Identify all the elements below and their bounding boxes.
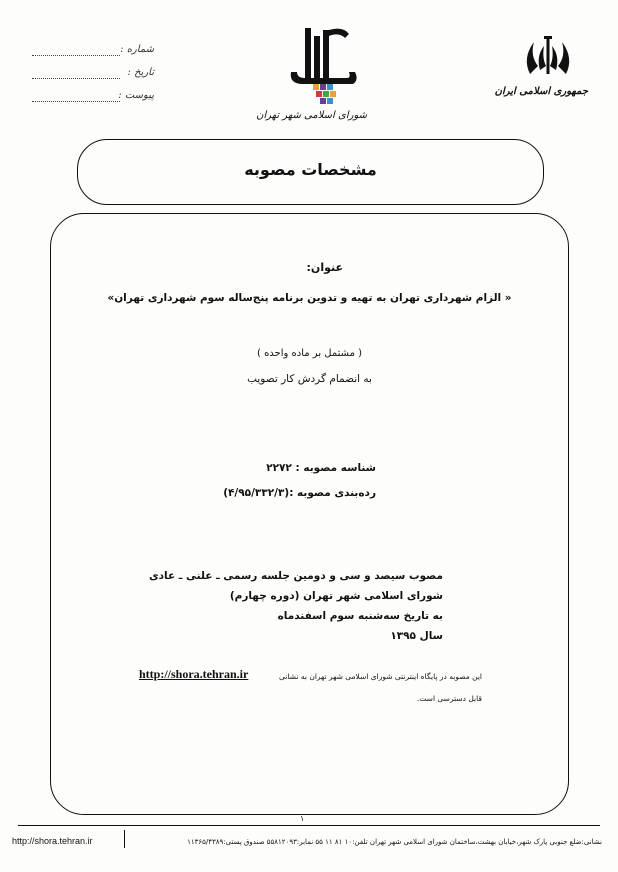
approval-line-4: سال ۱۳۹۵ [390, 630, 443, 642]
approval-id: شناسه مصوبه : ۲۲۷۲ [266, 462, 376, 474]
footer-address: نشانی:ضلع جنوبی پارک شهر،خیابان بهشت،ساختمان شورای اسلامی شهر تهران تلفن:۱۰ ۸۱ ۱۱ ۵۵ نمابر:۵۵۸۱۲۰۹۳ صندوق پستی:۱۱۳۶۵/۴۳۸۹ [187, 838, 602, 846]
attachment-text: به انضمام گردش کار تصویب [247, 373, 372, 385]
subject-label: عنوان: [306, 261, 343, 274]
content-box [50, 213, 569, 815]
footer-divider [124, 830, 125, 848]
republic-text: جمهوری اسلامی ایران [494, 86, 588, 97]
web-notice-suffix: قابل دسترسی است. [416, 694, 482, 703]
number-dotted-line [32, 55, 120, 56]
approval-classification: رده‌بندی مصوبه :(۴/۹۵/۳۳۲/۳) [223, 487, 376, 499]
approval-line-1: مصوب سیصد و سی و دومین جلسه رسمی ـ علنی ـ عادی [149, 570, 443, 582]
number-field [32, 44, 154, 58]
date-field [32, 67, 154, 81]
includes-text: ( مشتمل بر ماده واحده ) [256, 348, 363, 359]
footer-url[interactable]: http://shora.tehran.ir [12, 836, 93, 846]
council-logo-text: شورای اسلامی شهر تهران [256, 110, 367, 121]
web-notice-prefix: این مصوبه در پایگاه اینترنتی شورای اسلامی شهر تهران به نشانی [279, 672, 482, 681]
approval-line-2: شورای اسلامی شهر تهران (دوره چهارم) [229, 590, 443, 602]
republic-emblem [494, 34, 588, 106]
attachment-dotted-line [32, 101, 120, 102]
council-logo [256, 22, 367, 132]
date-label: تاریخ : [127, 67, 154, 78]
council-logo-icon [283, 22, 363, 107]
page-number: ۱ [300, 814, 305, 823]
document-title: مشخصات مصوبه [244, 160, 377, 179]
title-box [77, 139, 544, 205]
subject-text: « الزام شهرداری تهران به تهیه و تدوین برنامه پنج‌ساله سوم شهرداری تهران» [107, 292, 512, 304]
iran-emblem-icon [508, 34, 588, 80]
number-label: شماره : [120, 44, 154, 55]
date-dotted-line [32, 78, 120, 79]
footer-rule [18, 825, 600, 826]
web-url-link[interactable]: http://shora.tehran.ir [139, 667, 249, 681]
attachment-label: پیوست : [118, 90, 154, 101]
approval-line-3: به تاریخ سه‌شنبه سوم اسفندماه [277, 610, 443, 622]
attachment-field [32, 90, 154, 104]
